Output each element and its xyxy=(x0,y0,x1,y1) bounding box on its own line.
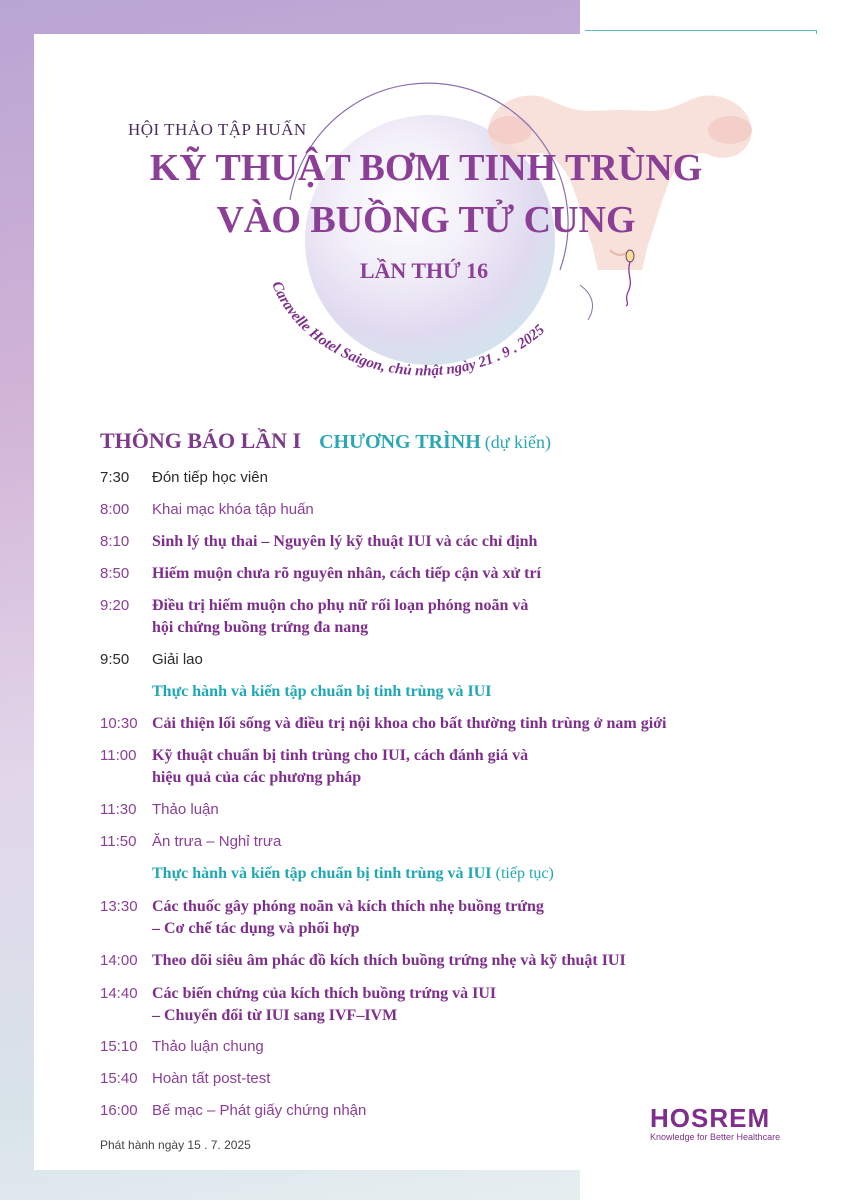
schedule-time: 13:30 xyxy=(100,898,138,915)
logo-name: HOSREM xyxy=(650,1103,771,1133)
hosrem-logo xyxy=(650,1103,780,1142)
tentative-label: (dự kiến) xyxy=(484,432,552,452)
schedule-text: Các thuốc gây phóng noãn và kích thích nhẹ buồng trứng xyxy=(152,898,544,915)
venue-arc xyxy=(240,250,620,400)
sperm-icon xyxy=(612,248,642,308)
svg-text:Caravelle Hotel Saigon, chủ nh xyxy=(268,279,548,379)
schedule-time: 9:50 xyxy=(100,651,130,668)
schedule-text: Hoàn tất post-test xyxy=(152,1070,271,1087)
event-kicker: HỘI THẢO TẬP HUẤN xyxy=(128,120,307,139)
section-header xyxy=(100,428,551,454)
schedule-time: 11:50 xyxy=(100,833,137,850)
schedule-text-cont: – Cơ chế tác dụng và phối hợp xyxy=(152,920,360,937)
schedule-text: Khai mạc khóa tập huấn xyxy=(152,501,314,518)
schedule-time: 16:00 xyxy=(100,1102,138,1119)
logo-tagline: Knowledge for Better Healthcare xyxy=(650,1132,781,1142)
schedule-text: Bế mạc – Phát giấy chứng nhận xyxy=(152,1102,367,1119)
schedule-time: 15:10 xyxy=(100,1038,138,1055)
schedule-text-wrap xyxy=(152,863,792,885)
notice-label: THÔNG BÁO LẦN I xyxy=(100,428,302,453)
venue-text: Caravelle Hotel Saigon, chủ nhật ngày 21 . 9 . 2025 xyxy=(268,279,548,380)
schedule-text: Thực hành và kiến tập chuẩn bị tinh trùng và IUI xyxy=(152,865,492,882)
schedule-time: 8:50 xyxy=(100,565,130,582)
schedule-text: Thảo luận chung xyxy=(152,1038,264,1055)
event-title-line-2: VÀO BUỒNG TỬ CUNG xyxy=(216,199,636,241)
schedule-text-cont: hội chứng buồng trứng đa nang xyxy=(152,619,369,636)
schedule-text: Thực hành và kiến tập chuẩn bị tinh trùng và IUI xyxy=(152,683,492,700)
program-label: CHƯƠNG TRÌNH xyxy=(319,431,481,453)
schedule-text: Điều trị hiếm muộn cho phụ nữ rối loạn phóng noãn và xyxy=(152,597,529,614)
schedule-text: Ăn trưa – Nghỉ trưa xyxy=(152,833,282,850)
schedule-text: Các biến chứng của kích thích buồng trứng và IUI xyxy=(152,985,497,1002)
event-title-line-1: KỸ THUẬT BƠM TINH TRÙNG xyxy=(149,147,703,189)
schedule-text-cont: – Chuyển đổi từ IUI sang IVF–IVM xyxy=(152,1007,398,1024)
schedule-time: 11:00 xyxy=(100,747,137,764)
schedule-suffix: (tiếp tục) xyxy=(495,865,554,882)
schedule-text: Theo dõi siêu âm phác đồ kích thích buồng trứng nhẹ và kỹ thuật IUI xyxy=(152,952,626,969)
schedule-time: 15:40 xyxy=(100,1070,138,1087)
schedule-time: 14:00 xyxy=(100,952,138,969)
schedule-time: 9:20 xyxy=(100,597,130,614)
schedule-time: 7:30 xyxy=(100,469,130,486)
schedule-text: Kỹ thuật chuẩn bị tinh trùng cho IUI, cách đánh giá và xyxy=(152,747,529,764)
event-edition: LẦN THỨ 16 xyxy=(359,258,489,283)
schedule-text: Thảo luận xyxy=(152,801,219,818)
schedule-time: 14:40 xyxy=(100,985,138,1002)
schedule-time: 10:30 xyxy=(100,715,138,732)
issue-date: Phát hành ngày 15 . 7. 2025 xyxy=(100,1138,251,1152)
schedule-time: 11:30 xyxy=(100,801,137,818)
schedule-text: Sinh lý thụ thai – Nguyên lý kỹ thuật IUI và các chỉ định xyxy=(152,533,538,550)
schedule-text: Đón tiếp học viên xyxy=(152,469,268,486)
schedule-text: Giải lao xyxy=(152,651,203,668)
schedule-text: Cải thiện lối sống và điều trị nội khoa cho bất thường tinh trùng ở nam giới xyxy=(152,715,667,732)
schedule-time: 8:10 xyxy=(100,533,130,550)
schedule-time: 8:00 xyxy=(100,501,130,518)
schedule-text: Hiếm muộn chưa rõ nguyên nhân, cách tiếp cận và xử trí xyxy=(152,565,541,582)
schedule-text-cont: hiệu quả của các phương pháp xyxy=(152,769,362,786)
